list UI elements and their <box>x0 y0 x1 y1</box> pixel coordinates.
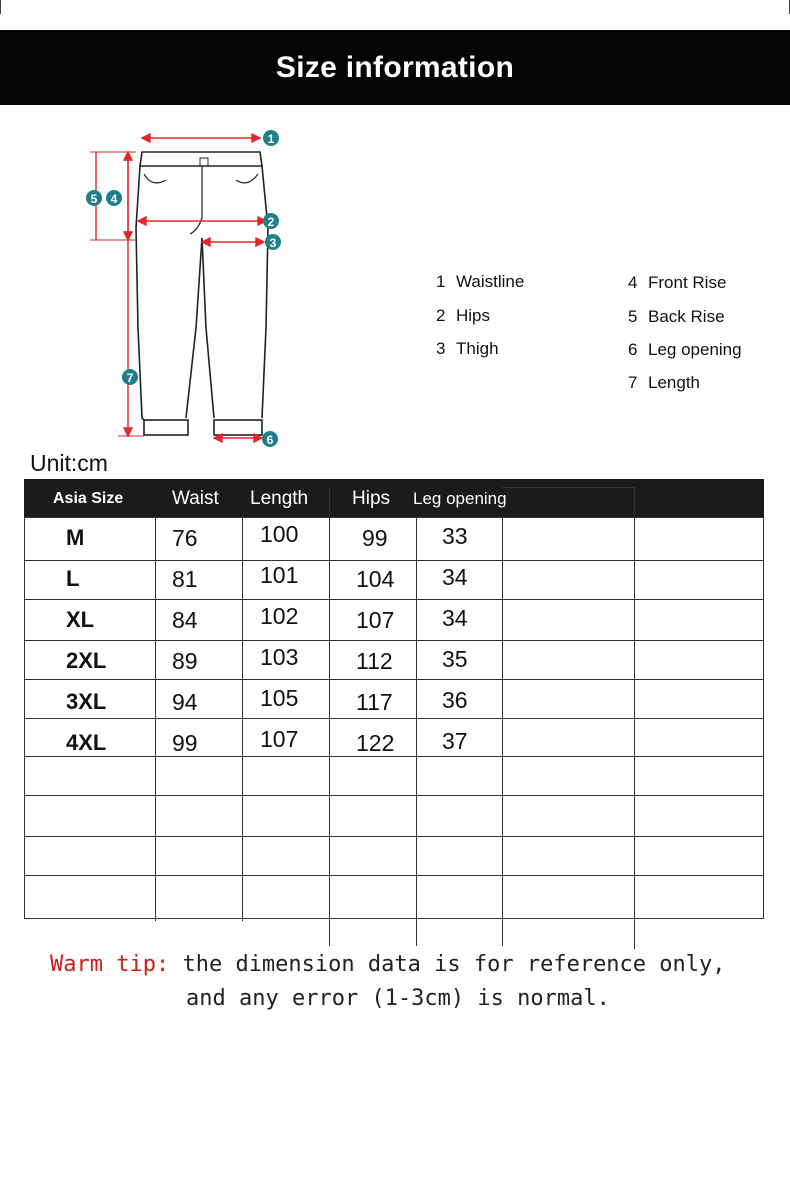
measurement-lines <box>90 134 266 442</box>
header-leg-opening: Leg opening <box>413 489 507 508</box>
legend-item-length: 7 Length <box>628 373 700 392</box>
cell-size: XL <box>66 607 95 632</box>
cell-length: 100 <box>260 521 299 547</box>
grid-row-line <box>24 560 764 561</box>
marker-1 <box>263 130 279 146</box>
table-header <box>24 479 764 517</box>
cell-length: 105 <box>260 685 299 711</box>
header-hips: Hips <box>352 488 391 509</box>
grid-row-line <box>24 599 764 600</box>
cell-size: 4XL <box>66 730 107 755</box>
grid-col-line <box>242 515 243 921</box>
cell-hips: 112 <box>356 648 393 674</box>
size-table <box>24 479 764 919</box>
legend-item-back-rise: 5 Back Rise <box>628 307 725 326</box>
svg-text:6: 6 <box>266 433 274 447</box>
cell-length: 107 <box>260 726 299 752</box>
cell-leg-opening: 33 <box>442 523 468 549</box>
grid-col-line <box>416 517 417 946</box>
svg-text:1: 1 <box>267 132 275 146</box>
grid-col-line <box>634 487 635 949</box>
cell-waist: 81 <box>172 566 198 592</box>
page-title: Size information <box>275 50 515 84</box>
svg-text:3: 3 <box>269 236 277 250</box>
header-box-line <box>502 487 635 488</box>
warm-tip-line-1: Warm tip: the dimension data is for reference only, <box>50 952 726 977</box>
cell-leg-opening: 34 <box>442 605 468 631</box>
marker-4 <box>106 190 122 206</box>
cell-hips: 104 <box>356 566 395 592</box>
legend-item-waistline: 1 Waistline <box>436 272 525 291</box>
header-waist: Waist <box>172 488 219 509</box>
cell-waist: 99 <box>172 730 198 756</box>
cell-leg-opening: 37 <box>442 728 468 754</box>
grid-row-line <box>24 640 764 641</box>
grid-col-line <box>329 489 330 946</box>
cell-size: M <box>66 525 85 550</box>
grid-col-line <box>155 515 156 921</box>
header-length: Length <box>250 488 309 509</box>
cell-hips: 107 <box>356 607 395 633</box>
cell-size: L <box>66 566 80 591</box>
cell-waist: 94 <box>172 689 198 715</box>
cell-hips: 122 <box>356 730 395 756</box>
legend-item-leg-opening: 6 Leg opening <box>628 340 742 359</box>
header-asia-size: Asia Size <box>53 490 124 507</box>
cell-leg-opening: 36 <box>442 687 468 713</box>
grid-row-line <box>24 517 764 518</box>
cell-waist: 89 <box>172 648 198 674</box>
legend-item-front-rise: 4 Front Rise <box>628 273 727 292</box>
grid-row-line <box>24 795 764 796</box>
grid-col-line <box>502 517 503 946</box>
cell-leg-opening: 34 <box>442 564 468 590</box>
svg-text:7: 7 <box>126 371 134 385</box>
frame-edge-left <box>0 0 1 14</box>
cell-length: 102 <box>260 603 299 629</box>
svg-text:4: 4 <box>110 192 118 206</box>
cell-size: 3XL <box>66 689 107 714</box>
legend-item-thigh: 3 Thigh <box>436 339 499 358</box>
title-banner <box>0 30 790 105</box>
marker-3 <box>265 234 281 250</box>
marker-7 <box>122 369 138 385</box>
cell-waist: 84 <box>172 607 198 633</box>
cell-length: 103 <box>260 644 299 670</box>
marker-6 <box>262 431 278 447</box>
grid-row-line <box>24 836 764 837</box>
grid-row-line <box>24 918 764 919</box>
grid-row-line <box>24 718 764 719</box>
svg-text:5: 5 <box>90 192 98 206</box>
pants-outline <box>136 152 268 435</box>
cell-hips: 117 <box>356 689 393 715</box>
marker-5 <box>86 190 102 206</box>
cell-leg-opening: 35 <box>442 646 468 672</box>
grid-row-line <box>24 679 764 680</box>
grid-col-line <box>763 517 764 918</box>
cell-waist: 76 <box>172 525 198 551</box>
warm-tip <box>50 948 726 1016</box>
unit-label: Unit:cm <box>30 450 108 476</box>
cell-hips: 99 <box>362 525 388 551</box>
cell-size: 2XL <box>66 648 107 673</box>
svg-text:2: 2 <box>267 215 275 229</box>
grid-col-line <box>24 517 25 918</box>
warm-tip-line-2: and any error (1-3cm) is normal. <box>186 986 610 1011</box>
marker-2 <box>263 213 279 229</box>
cell-length: 101 <box>260 562 299 588</box>
pants-diagram <box>78 118 308 458</box>
grid-row-line <box>24 875 764 876</box>
legend-item-hips: 2 Hips <box>436 306 491 325</box>
warm-tip-label: Warm tip: <box>50 952 170 977</box>
